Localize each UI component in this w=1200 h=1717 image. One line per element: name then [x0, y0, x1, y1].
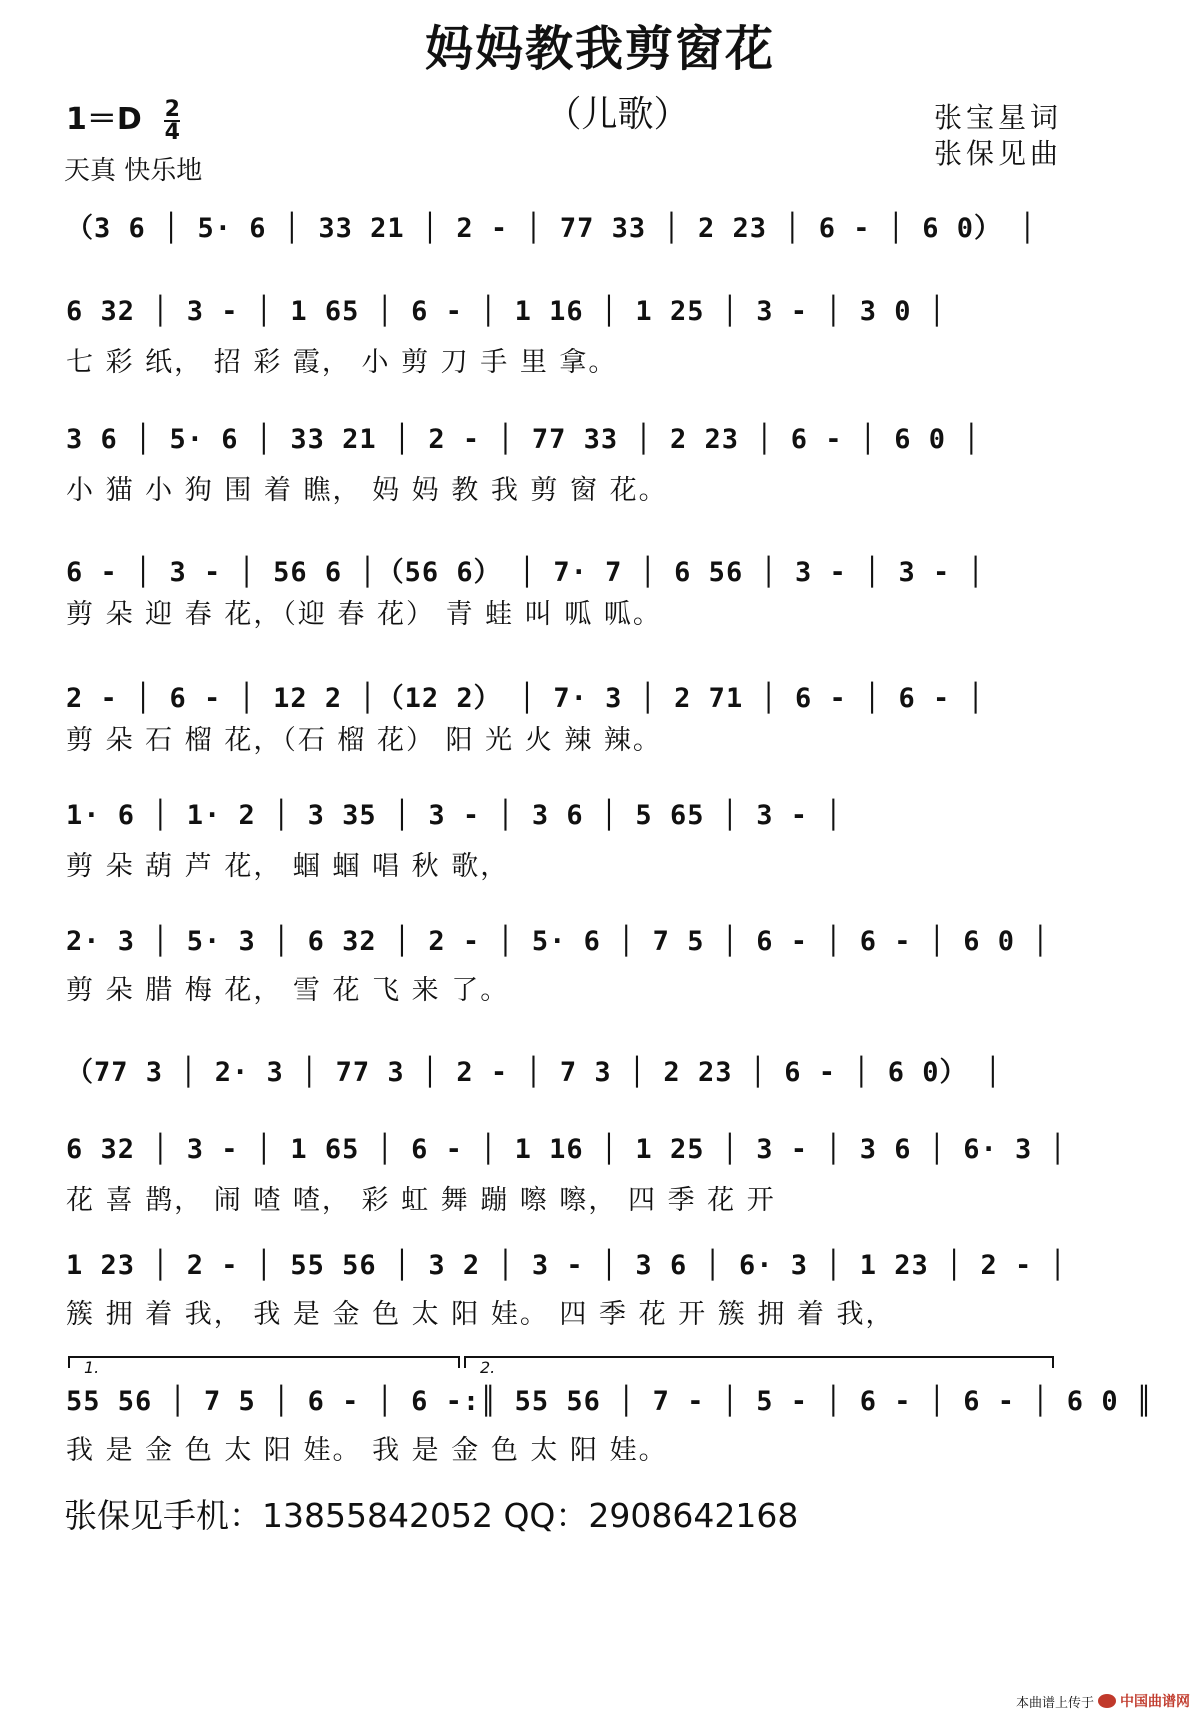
score-notes-line: 2 - │ 6 - │ 12 2 │（12 2） │ 7· 3 │ 2 71 │ 6 - │ 6 - │ [66, 683, 985, 714]
lyricist-credit: 张宝星词 [933, 101, 1062, 134]
second-ending-bracket [464, 1356, 1054, 1368]
lyrics-line: 簇 拥 着 我， 我 是 金 色 太 阳 娃。 四 季 花 开 簇 拥 着 我， [66, 1299, 895, 1330]
lyrics-line: 我 是 金 色 太 阳 娃。 我 是 金 色 太 阳 娃。 [66, 1435, 668, 1466]
lyrics-line: 七 彩 纸， 招 彩 霞， 小 剪 刀 手 里 拿。 [66, 347, 618, 378]
second-ending-label: 2. [480, 1358, 496, 1377]
score-notes-line: （77 3 │ 2· 3 │ 77 3 │ 2 - │ 7 3 │ 2 23 │ 6 - │ 6 0） │ [66, 1057, 1003, 1088]
lyrics-line: 剪 朵 葫 芦 花， 蝈 蝈 唱 秋 歌， [66, 851, 510, 882]
lyrics-line: 剪 朵 石 榴 花，（石 榴 花） 阳 光 火 辣 辣。 [66, 725, 662, 756]
score-notes-line: 6 - │ 3 - │ 56 6 │（56 6） │ 7· 7 │ 6 56 │ 3 - │ 3 - │ [66, 557, 985, 588]
site-logo-icon [1098, 1694, 1116, 1708]
lyrics-line: 花 喜 鹊， 闹 喳 喳， 彩 虹 舞 蹦 嚓 嚓， 四 季 花 开 [66, 1185, 776, 1216]
key-signature [66, 94, 180, 143]
lyrics-line: 剪 朵 迎 春 花，（迎 春 花） 青 蛙 叫 呱 呱。 [66, 599, 662, 630]
key-label: 1＝D [66, 102, 142, 137]
score-title: 妈妈教我剪窗花 [424, 21, 775, 77]
score-notes-line: 6 32 │ 3 - │ 1 65 │ 6 - │ 1 16 │ 1 25 │ 3 - │ 3 0 │ [66, 296, 947, 327]
time-bottom: 4 [164, 119, 180, 145]
score-notes-line: 55 56 │ 7 5 │ 6 - │ 6 -:║ 55 56 │ 7 - │ 5 - │ 6 - │ 6 - │ 6 0 ║ [66, 1386, 1154, 1417]
composer-credit: 张保见曲 [933, 137, 1062, 170]
lyrics-line: 小 猫 小 狗 围 着 瞧， 妈 妈 教 我 剪 窗 花。 [66, 475, 668, 506]
score-subtitle: （儿歌） [545, 94, 690, 135]
score-notes-line: 2· 3 │ 5· 3 │ 6 32 │ 2 - │ 5· 6 │ 7 5 │ 6 - │ 6 - │ 6 0 │ [66, 926, 1050, 957]
score-notes-line: 1 23 │ 2 - │ 55 56 │ 3 2 │ 3 - │ 3 6 │ 6· 3 │ 1 23 │ 2 - │ [66, 1250, 1067, 1281]
time-top: 2 [164, 96, 180, 122]
score-notes-line: （3 6 │ 5· 6 │ 33 21 │ 2 - │ 77 33 │ 2 23 │ 6 - │ 6 0） │ [66, 213, 1037, 244]
score-notes-line: 6 32 │ 3 - │ 1 65 │ 6 - │ 1 16 │ 1 25 │ 3 - │ 3 6 │ 6· 3 │ [66, 1134, 1067, 1165]
upload-text: 本曲谱上传于 [1015, 1695, 1094, 1711]
first-ending-label: 1. [84, 1358, 100, 1377]
score-notes-line: 3 6 │ 5· 6 │ 33 21 │ 2 - │ 77 33 │ 2 23 │ 6 - │ 6 0 │ [66, 424, 981, 455]
time-signature [164, 96, 180, 145]
first-ending-bracket [68, 1356, 460, 1368]
contact-info: 张保见手机：13855842052 QQ：2908642168 [64, 1496, 799, 1535]
tempo-marking: 天真 快乐地 [64, 156, 203, 186]
site-footer [1016, 1691, 1190, 1711]
score-notes-line: 1· 6 │ 1· 2 │ 3 35 │ 3 - │ 3 6 │ 5 65 │ 3 - │ [66, 800, 843, 831]
site-name[interactable]: 中国曲谱网 [1120, 1694, 1190, 1710]
lyrics-line: 剪 朵 腊 梅 花， 雪 花 飞 来 了。 [66, 975, 510, 1006]
